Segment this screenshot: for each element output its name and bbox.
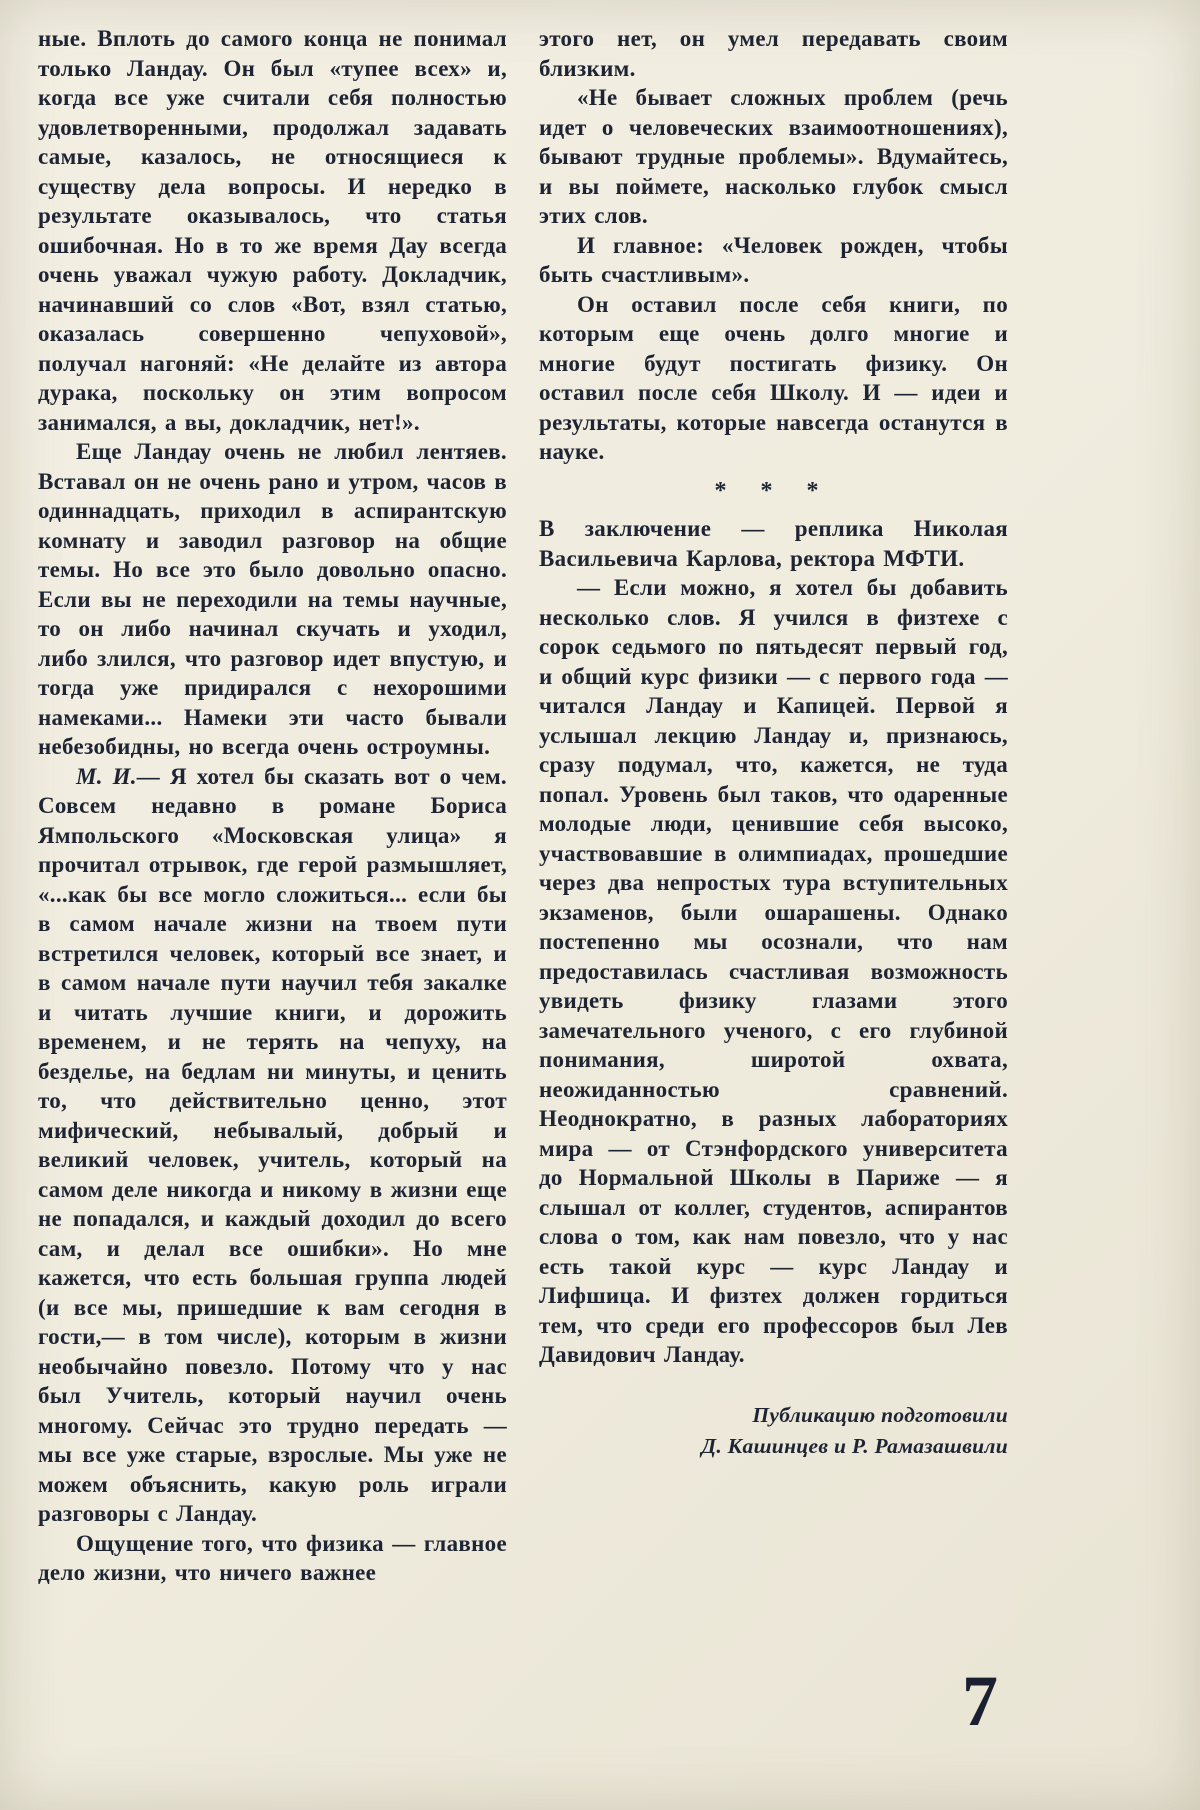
paragraph: В заключение — реплика Николая Васильевича Карлова, ректора МФТИ. [539, 516, 1008, 571]
left-column [38, 24, 507, 1588]
speaker-initials: М. И.— [76, 763, 170, 789]
credits-line: Публикацию подготовили [752, 1402, 1008, 1427]
paragraph: М. И.— Я хотел бы сказать вот о чем. Совсем недавно в романе Бориса Ямпольского «Московская улица» я прочитал отрывок, где герой размышляет, «...как бы все могло сложиться... если бы в самом начале жизни на твоем пути встретился человек, который все знает, и в самом начале пути научил тебя закалке и читать лучшие книги, и дорожить временем, и не терять на чепуху, на безделье, на бедлам ни минуты, и ценить то, что действительно ценно, этот мифический, небывалый, добрый и великий человек, учитель, который на самом деле никогда и никому в жизни еще не попадался, и каждый доходил до всего сам, и делал все ошибки». Но мне кажется, что есть большая группа людей (и все мы, пришедшие к вам сегодня в гости,— в том числе), которым в жизни необычайно повезло. Потому что у нас был Учитель, который научил очень многому. Сейчас это трудно передать — мы все уже старые, взрослые. Мы уже не можем объяснить, какую роль играли разговоры с Ландау. [38, 763, 507, 1526]
paragraph: — Если можно, я хотел бы добавить несколько слов. Я учился в физтехе с сорок седьмого по пятьдесят первый год, и общий курс физики — с первого года — читался Ландау и Капицей. Первой я услышал лекцию Ландау и, признаюсь, сразу подумал, что, кажется, не туда попал. Уровень был таков, что одаренные молодые люди, ценившие себя высоко, участвовавшие в олимпиадах, прошедшие через два непростых тура вступительных экзаменов, были ошарашены. Однако постепенно мы осознали, что нам предоставилась счастливая возможность увидеть физику глазами этого замечательного ученого, с его глубиной понимания, широтой охвата, неожиданностью сравнений. Неоднократно, в разных лабораториях мира — от Стэнфордского университета до Нормальной Школы в Париже — я слышал от коллег, студентов, аспирантов слова о том, как нам повезло, что у нас есть такой курс — курс Ландау и Лифшица. И физтех должен гордиться тем, что среди его профессоров был Лев Давидович Ландау. [539, 575, 1008, 1367]
page-number: 7 [962, 1661, 998, 1741]
paragraph: «Не бывает сложных проблем (речь идет о человеческих взаимоотношениях), бывают трудные проблемы». Вдумайтесь, и вы поймете, насколько глубок смысл этих слов. [539, 85, 1008, 228]
credits-line: Д. Кашинцев и Р. Рамазашвили [701, 1433, 1008, 1458]
paragraph: И главное: «Человек рожден, чтобы быть счастливым». [539, 232, 1008, 287]
section-separator: * * * [714, 477, 833, 504]
paragraph: этого нет, он умел передавать своим близким. [539, 26, 1008, 81]
paragraph: Ощущение того, что физика — главное дело жизни, что ничего важнее [38, 1530, 507, 1585]
paragraph: Еще Ландау очень не любил лентяев. Вставал он не очень рано и утром, часов в одиннадцать, приходил в аспирантскую комнату и заводил разговор на общие темы. Но все это было довольно опасно. Если вы не переходили на темы научные, то он либо начинал скучать и уходил, либо злился, что разговор идет впустую, и тогда уже придирался с нехорошими намеками... Намеки эти часто бывали небезобидны, но всегда очень остроумны. [38, 439, 507, 759]
paragraph: ные. Вплоть до самого конца не понимал только Ландау. Он был «тупее всех» и, когда все уже считали себя полностью удовлетворенными, продолжал задавать самые, казалось, не относящиеся к существу дела вопросы. И нередко в результате оказывалось, что статья ошибочная. Но в то же время Дау всегда очень уважал чужую работу. Докладчик, начинавший со слов «Вот, взял статью, оказалась совершенно чепуховой», получал нагоняй: «Не делайте из автора дурака, поскольку он этим вопросом занимался, а вы, докладчик, нет!». [38, 26, 507, 435]
paragraph: Он оставил после себя книги, по которым еще очень долго многие и многие будут постигать физику. Он оставил после себя Школу. И — идеи и результаты, которые навсегда останутся в науке. [539, 291, 1008, 464]
credits [539, 1400, 1008, 1462]
right-column [539, 24, 1008, 1588]
